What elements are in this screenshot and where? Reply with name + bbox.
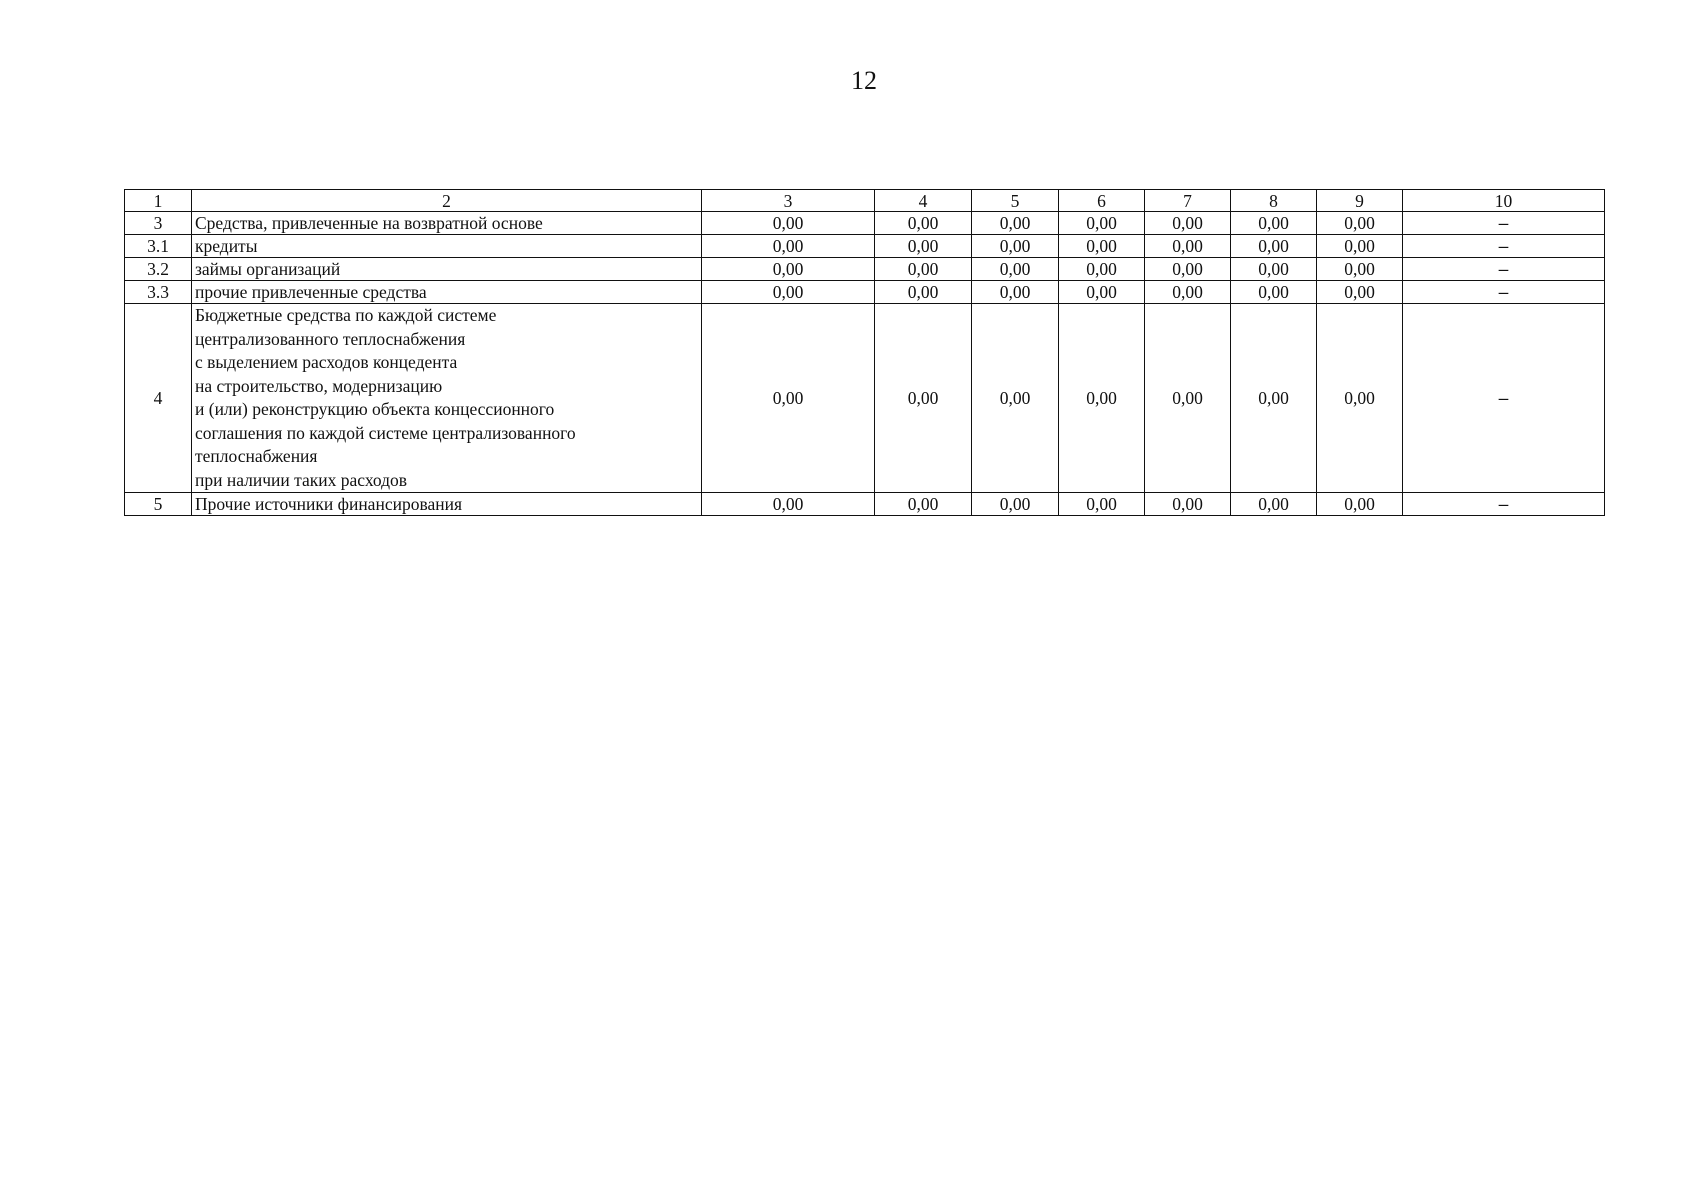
dash-cell: – [1403, 281, 1605, 304]
page-number: 12 [851, 66, 877, 95]
row-number: 4 [125, 304, 192, 493]
table-row [125, 493, 1605, 516]
value-cell: 0,00 [1231, 281, 1317, 304]
value-cell: 0,00 [1059, 493, 1145, 516]
value-cell: 0,00 [1145, 235, 1231, 258]
row-description: займы организаций [192, 258, 702, 281]
value-cell: 0,00 [1059, 258, 1145, 281]
value-cell: 0,00 [972, 212, 1059, 235]
value-cell: 0,00 [875, 258, 972, 281]
value-cell: 0,00 [972, 235, 1059, 258]
value-cell: 0,00 [1317, 304, 1403, 493]
value-cell: 0,00 [1317, 212, 1403, 235]
description-line: при наличии таких расходов [195, 469, 408, 490]
value-cell: 0,00 [875, 281, 972, 304]
row-description: Прочие источники финансирования [192, 493, 702, 516]
value-cell: 0,00 [1145, 258, 1231, 281]
value-cell: 0,00 [972, 281, 1059, 304]
table-header-row [125, 190, 1605, 212]
table-row [125, 235, 1605, 258]
column-number: 10 [1403, 190, 1605, 212]
row-description [192, 304, 702, 493]
column-number: 3 [702, 190, 875, 212]
value-cell: 0,00 [972, 258, 1059, 281]
dash-cell: – [1403, 493, 1605, 516]
value-cell: 0,00 [875, 493, 972, 516]
column-number: 8 [1231, 190, 1317, 212]
table-row [125, 304, 1605, 493]
column-number: 4 [875, 190, 972, 212]
value-cell: 0,00 [1059, 235, 1145, 258]
value-cell: 0,00 [702, 304, 875, 493]
value-cell: 0,00 [1317, 258, 1403, 281]
row-description: кредиты [192, 235, 702, 258]
table-row [125, 281, 1605, 304]
description-line: Бюджетные средства по каждой системе [195, 305, 497, 325]
value-cell: 0,00 [702, 281, 875, 304]
column-number: 2 [192, 190, 702, 212]
row-number: 5 [125, 493, 192, 516]
value-cell: 0,00 [1145, 304, 1231, 493]
description-line: теплоснабжения [195, 446, 318, 466]
value-cell: 0,00 [1059, 212, 1145, 235]
value-cell: 0,00 [1231, 212, 1317, 235]
value-cell: 0,00 [1145, 281, 1231, 304]
row-number: 3.1 [125, 235, 192, 258]
value-cell: 0,00 [1317, 235, 1403, 258]
value-cell: 0,00 [702, 493, 875, 516]
column-number: 1 [125, 190, 192, 212]
value-cell: 0,00 [702, 258, 875, 281]
value-cell: 0,00 [1231, 493, 1317, 516]
column-number: 5 [972, 190, 1059, 212]
column-number: 9 [1317, 190, 1403, 212]
value-cell: 0,00 [1145, 212, 1231, 235]
value-cell: 0,00 [702, 212, 875, 235]
value-cell: 0,00 [875, 304, 972, 493]
value-cell: 0,00 [1059, 281, 1145, 304]
description-line: с выделением расходов концедента [195, 352, 458, 372]
value-cell: 0,00 [972, 493, 1059, 516]
dash-cell: – [1403, 212, 1605, 235]
value-cell: 0,00 [875, 235, 972, 258]
value-cell: 0,00 [1317, 281, 1403, 304]
table-row [125, 258, 1605, 281]
description-line: и (или) реконструкцию объекта концессионного [195, 399, 555, 419]
value-cell: 0,00 [875, 212, 972, 235]
value-cell: 0,00 [1145, 493, 1231, 516]
value-cell: 0,00 [1317, 493, 1403, 516]
description-line: на строительство, модернизацию [195, 375, 443, 396]
value-cell: 0,00 [702, 235, 875, 258]
value-cell: 0,00 [1231, 235, 1317, 258]
description-line: соглашения по каждой системе централизованного [195, 422, 576, 443]
dash-cell: – [1403, 304, 1605, 493]
row-number: 3 [125, 212, 192, 235]
row-description: Средства, привлеченные на возвратной основе [192, 212, 702, 235]
value-cell: 0,00 [1059, 304, 1145, 493]
financing-table [124, 189, 1605, 516]
description-line: централизованного теплоснабжения [195, 328, 466, 349]
value-cell: 0,00 [1231, 304, 1317, 493]
dash-cell: – [1403, 235, 1605, 258]
column-number: 7 [1145, 190, 1231, 212]
column-number: 6 [1059, 190, 1145, 212]
value-cell: 0,00 [1231, 258, 1317, 281]
value-cell: 0,00 [972, 304, 1059, 493]
row-number: 3.3 [125, 281, 192, 304]
row-number: 3.2 [125, 258, 192, 281]
table-row [125, 212, 1605, 235]
row-description: прочие привлеченные средства [192, 281, 702, 304]
dash-cell: – [1403, 258, 1605, 281]
